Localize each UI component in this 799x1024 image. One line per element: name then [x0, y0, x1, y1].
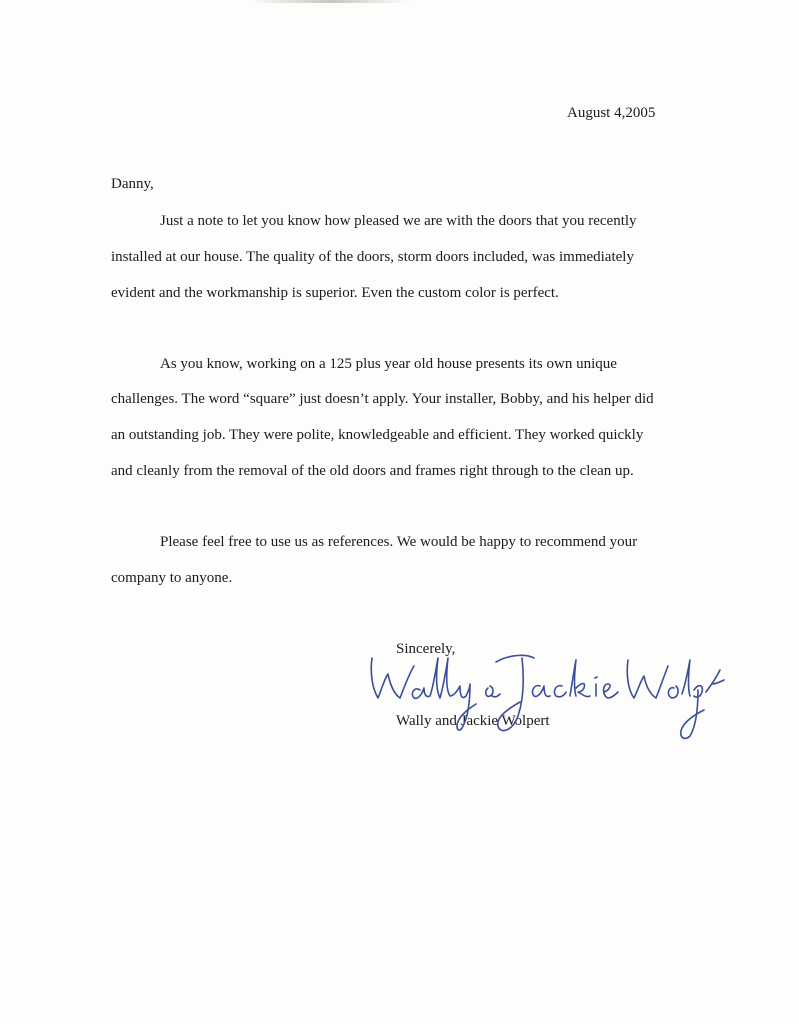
closing: Sincerely,: [396, 641, 456, 657]
salutation: Danny,: [111, 176, 154, 192]
signature-stroke: [496, 655, 534, 730]
paragraph-1-line-2: installed at our house. The quality of the doors, storm doors included, was immediately: [111, 249, 634, 265]
paragraph-1-line-1: Just a note to let you know how pleased we are with the doors that you recently: [160, 213, 637, 229]
paragraph-3-line-1: Please feel free to use us as references. We would be happy to recommend your: [160, 534, 638, 550]
handwritten-signature: [364, 640, 734, 740]
signature-stroke: [486, 686, 500, 697]
letter-date: August 4,2005: [567, 105, 656, 121]
signer-name: Wally and Jackie Wolpert: [396, 713, 550, 729]
paragraph-2-line-4: and cleanly from the removal of the old doors and frames right through to the clean up.: [111, 463, 634, 479]
paragraph-2-line-1: As you know, working on a 125 plus year old house presents its own unique: [160, 356, 617, 372]
signature-stroke: [627, 660, 668, 698]
paragraph-1-line-3: evident and the workmanship is superior. Even the custom color is perfect.: [111, 285, 559, 301]
scan-edge-mark: [250, 0, 410, 3]
paragraph-2-line-2: challenges. The word “square” just doesn’t apply. Your installer, Bobby, and his helper did: [111, 391, 654, 407]
signature-stroke: [668, 660, 724, 738]
signature-stroke: [412, 658, 476, 730]
paragraph-2-line-3: an outstanding job. They were polite, knowledgeable and efficient. They worked quickly: [111, 427, 644, 443]
paragraph-3-line-2: company to anyone.: [111, 570, 233, 586]
signature-stroke: [532, 660, 618, 698]
signature-stroke: [371, 658, 414, 698]
